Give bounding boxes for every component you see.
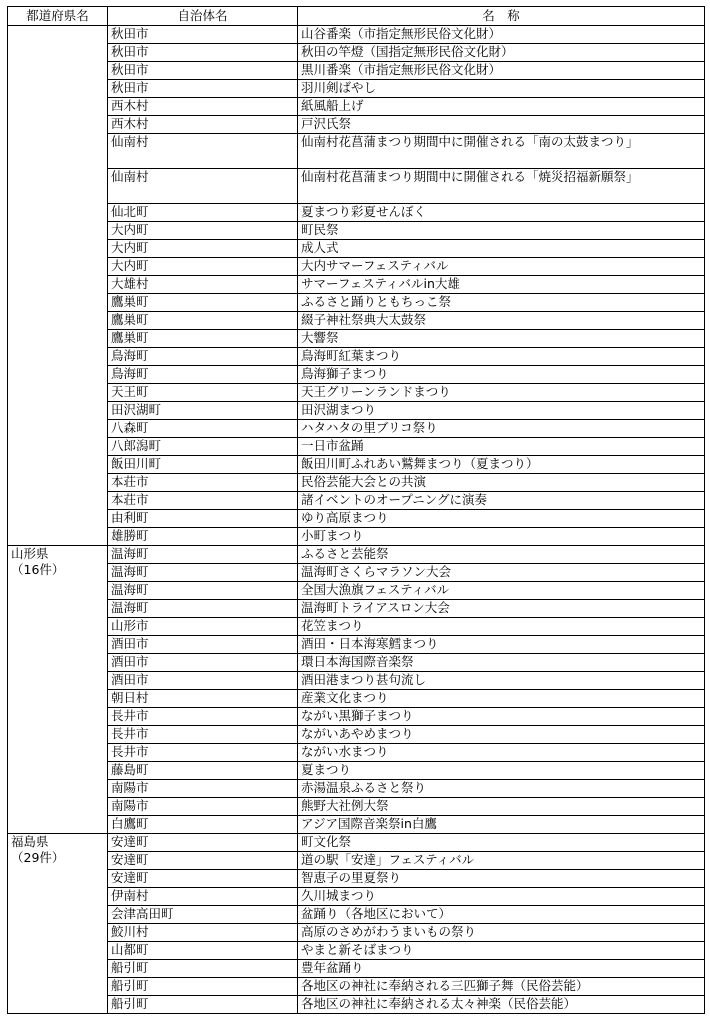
municipality-cell: 会津高田町: [108, 906, 298, 924]
table-row: [8, 888, 705, 906]
event-name-cell: 仙南村花菖蒲まつり期間中に開催される「焼災招福新願祭」: [298, 169, 705, 204]
municipality-cell: 南陽市: [108, 798, 298, 816]
table-row: [8, 744, 705, 762]
table-row: [8, 924, 705, 942]
municipality-cell: 雄勝町: [108, 528, 298, 546]
event-name-cell: 環日本海国際音楽祭: [298, 654, 705, 672]
table-row: [8, 780, 705, 798]
table-row: [8, 80, 705, 98]
table-row: [8, 978, 705, 996]
prefecture-cell: [8, 26, 108, 546]
table-row: [8, 240, 705, 258]
municipality-cell: 大内町: [108, 222, 298, 240]
municipality-cell: 西木村: [108, 98, 298, 116]
table-row: [8, 600, 705, 618]
table-row: [8, 26, 705, 44]
table-row: [8, 366, 705, 384]
municipality-cell: 長井市: [108, 744, 298, 762]
municipality-cell: 長井市: [108, 708, 298, 726]
table-body: [8, 26, 705, 1014]
event-name-cell: 鳥海町紅葉まつり: [298, 348, 705, 366]
prefecture-cell: 山形県 （16件）: [8, 546, 108, 834]
event-name-cell: 熊野大社例大祭: [298, 798, 705, 816]
table-row: [8, 708, 705, 726]
event-name-cell: 酒田港まつり甚句流し: [298, 672, 705, 690]
event-name-cell: 天王グリーンランドまつり: [298, 384, 705, 402]
municipality-cell: 秋田市: [108, 26, 298, 44]
municipality-cell: 秋田市: [108, 44, 298, 62]
event-name-cell: 夏まつり: [298, 762, 705, 780]
municipality-cell: 南陽市: [108, 780, 298, 798]
event-name-cell: 各地区の神社に奉納される太々神楽（民俗芸能）: [298, 996, 705, 1014]
event-name-cell: サマーフェスティバルin大雄: [298, 276, 705, 294]
municipality-cell: 酒田市: [108, 654, 298, 672]
event-name-cell: 町民祭: [298, 222, 705, 240]
table-row: [8, 294, 705, 312]
event-name-cell: 黒川番楽（市指定無形民俗文化財）: [298, 62, 705, 80]
table-row: [8, 312, 705, 330]
event-name-cell: 山谷番楽（市指定無形民俗文化財）: [298, 26, 705, 44]
event-name-cell: ふるさと踊りともちっこ祭: [298, 294, 705, 312]
event-name-cell: ふるさと芸能祭: [298, 546, 705, 564]
municipality-cell: 由利町: [108, 510, 298, 528]
event-name-cell: ながい水まつり: [298, 744, 705, 762]
municipality-cell: 船引町: [108, 960, 298, 978]
table-row: [8, 942, 705, 960]
event-name-cell: ゆり高原まつり: [298, 510, 705, 528]
table-row: [8, 798, 705, 816]
municipality-cell: 伊南村: [108, 888, 298, 906]
event-name-cell: 戸沢氏祭: [298, 116, 705, 134]
municipality-cell: 鷹巣町: [108, 294, 298, 312]
table-row: [8, 492, 705, 510]
table-row: [8, 996, 705, 1014]
event-name-cell: 大響祭: [298, 330, 705, 348]
municipality-cell: 船引町: [108, 996, 298, 1014]
municipality-cell: 鳥海町: [108, 348, 298, 366]
event-name-cell: 各地区の神社に奉納される三匹獅子舞（民俗芸能）: [298, 978, 705, 996]
municipality-cell: 温海町: [108, 546, 298, 564]
event-name-cell: 智恵子の里夏祭り: [298, 870, 705, 888]
event-name-cell: 酒田・日本海寒鱈まつり: [298, 636, 705, 654]
municipality-cell: 安達町: [108, 834, 298, 852]
event-name-cell: 豊年盆踊り: [298, 960, 705, 978]
table-row: [8, 204, 705, 222]
event-name-cell: 鳥海獅子まつり: [298, 366, 705, 384]
municipality-cell: 本荘市: [108, 492, 298, 510]
event-name-cell: 成人式: [298, 240, 705, 258]
event-name-cell: 全国大漁旗フェスティバル: [298, 582, 705, 600]
municipality-cell: 田沢湖町: [108, 402, 298, 420]
table-row: [8, 618, 705, 636]
table-row: [8, 546, 705, 564]
municipality-cell: 朝日村: [108, 690, 298, 708]
table-row: [8, 98, 705, 116]
header-row: [8, 7, 705, 26]
event-name-cell: 民俗芸能大会との共演: [298, 474, 705, 492]
event-name-cell: 高原のさめがわうまいもの祭り: [298, 924, 705, 942]
table-row: [8, 330, 705, 348]
event-name-cell: 秋田の竿燈（国指定無形民俗文化財）: [298, 44, 705, 62]
municipality-cell: 温海町: [108, 582, 298, 600]
event-name-cell: ハタハタの里ブリコ祭り: [298, 420, 705, 438]
event-name-cell: 町文化祭: [298, 834, 705, 852]
table-row: [8, 169, 705, 204]
table-row: [8, 672, 705, 690]
municipality-cell: 秋田市: [108, 62, 298, 80]
municipality-cell: 大雄村: [108, 276, 298, 294]
event-name-cell: 紙風船上げ: [298, 98, 705, 116]
event-name-cell: 産業文化まつり: [298, 690, 705, 708]
table-row: [8, 420, 705, 438]
event-name-cell: 羽川剣ばやし: [298, 80, 705, 98]
table-row: [8, 44, 705, 62]
table-row: [8, 402, 705, 420]
table-row: [8, 960, 705, 978]
municipality-cell: 八郎潟町: [108, 438, 298, 456]
municipality-cell: 白鷹町: [108, 816, 298, 834]
municipality-cell: 山都町: [108, 942, 298, 960]
table-row: [8, 654, 705, 672]
municipality-cell: 仙北町: [108, 204, 298, 222]
municipality-cell: 秋田市: [108, 80, 298, 98]
header-prefecture: 都道府県名: [8, 7, 108, 26]
event-name-cell: 温海町さくらマラソン大会: [298, 564, 705, 582]
table-row: [8, 726, 705, 744]
event-name-cell: 飯田川町ふれあい鷲舞まつり（夏まつり）: [298, 456, 705, 474]
table-row: [8, 870, 705, 888]
table-row: [8, 690, 705, 708]
table-row: [8, 852, 705, 870]
event-name-cell: ながい黒獅子まつり: [298, 708, 705, 726]
municipality-cell: 仙南村: [108, 134, 298, 169]
table-row: [8, 222, 705, 240]
municipality-cell: 安達町: [108, 852, 298, 870]
municipality-cell: 大内町: [108, 240, 298, 258]
municipality-cell: 飯田川町: [108, 456, 298, 474]
municipality-cell: 鳥海町: [108, 366, 298, 384]
event-name-cell: 大内サマーフェスティバル: [298, 258, 705, 276]
festival-table: [7, 6, 705, 1014]
table-row: [8, 348, 705, 366]
event-name-cell: 盆踊り（各地区において）: [298, 906, 705, 924]
municipality-cell: 藤島町: [108, 762, 298, 780]
event-name-cell: 田沢湖まつり: [298, 402, 705, 420]
table-row: [8, 384, 705, 402]
municipality-cell: 酒田市: [108, 636, 298, 654]
table-row: [8, 906, 705, 924]
event-name-cell: 諸イベントのオープニングに演奏: [298, 492, 705, 510]
municipality-cell: 大内町: [108, 258, 298, 276]
municipality-cell: 温海町: [108, 564, 298, 582]
municipality-cell: 酒田市: [108, 672, 298, 690]
municipality-cell: 山形市: [108, 618, 298, 636]
header-event-name: 名 称: [298, 7, 705, 26]
municipality-cell: 鷹巣町: [108, 312, 298, 330]
header-municipality: 自治体名: [108, 7, 298, 26]
event-name-cell: 仙南村花菖蒲まつり期間中に開催される「南の太鼓まつり」: [298, 134, 705, 169]
event-name-cell: やまと新そばまつり: [298, 942, 705, 960]
municipality-cell: 西木村: [108, 116, 298, 134]
event-name-cell: 温海町トライアスロン大会: [298, 600, 705, 618]
festival-list-sheet: [7, 6, 704, 1014]
municipality-cell: 本荘市: [108, 474, 298, 492]
event-name-cell: 一日市盆踊: [298, 438, 705, 456]
event-name-cell: 赤湯温泉ふるさと祭り: [298, 780, 705, 798]
table-row: [8, 134, 705, 169]
municipality-cell: 八森町: [108, 420, 298, 438]
table-row: [8, 582, 705, 600]
event-name-cell: 道の駅「安達」フェスティバル: [298, 852, 705, 870]
event-name-cell: 綴子神社祭典大太鼓祭: [298, 312, 705, 330]
table-row: [8, 528, 705, 546]
table-row: [8, 474, 705, 492]
prefecture-cell: 福島県 （29件）: [8, 834, 108, 1014]
table-row: [8, 438, 705, 456]
municipality-cell: 仙南村: [108, 169, 298, 204]
table-row: [8, 564, 705, 582]
table-row: [8, 258, 705, 276]
municipality-cell: 鮫川村: [108, 924, 298, 942]
table-row: [8, 62, 705, 80]
event-name-cell: 小町まつり: [298, 528, 705, 546]
table-row: [8, 116, 705, 134]
event-name-cell: ながいあやめまつり: [298, 726, 705, 744]
table-row: [8, 816, 705, 834]
event-name-cell: 花笠まつり: [298, 618, 705, 636]
table-row: [8, 834, 705, 852]
table-row: [8, 636, 705, 654]
table-row: [8, 276, 705, 294]
table-row: [8, 510, 705, 528]
municipality-cell: 長井市: [108, 726, 298, 744]
municipality-cell: 安達町: [108, 870, 298, 888]
event-name-cell: 久川城まつり: [298, 888, 705, 906]
event-name-cell: アジア国際音楽祭in白鷹: [298, 816, 705, 834]
municipality-cell: 天王町: [108, 384, 298, 402]
municipality-cell: 鷹巣町: [108, 330, 298, 348]
table-row: [8, 762, 705, 780]
event-name-cell: 夏まつり彩夏せんぼく: [298, 204, 705, 222]
table-row: [8, 456, 705, 474]
municipality-cell: 温海町: [108, 600, 298, 618]
municipality-cell: 船引町: [108, 978, 298, 996]
